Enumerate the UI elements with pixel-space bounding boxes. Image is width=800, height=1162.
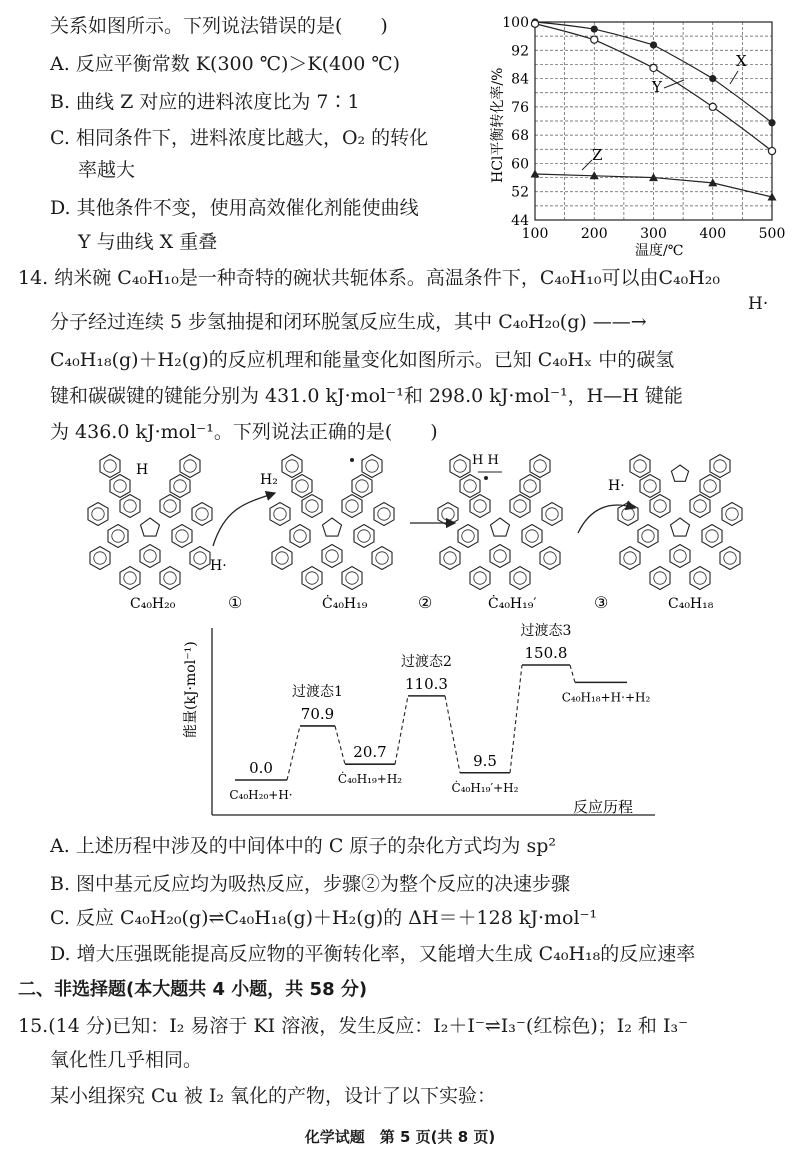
benzene-ring [292, 475, 312, 498]
step3-h-dot-label: H· [608, 478, 625, 494]
q13-option-c-1: C. 相同条件下，进料浓度比越大，O₂ 的转化 [50, 127, 429, 149]
x-tick-label: 400 [699, 226, 727, 242]
aromatic-circle [514, 500, 526, 512]
benzene-ring [522, 525, 542, 548]
aromatic-circle [176, 530, 188, 542]
aromatic-circle [294, 530, 306, 542]
energy-connector [445, 696, 460, 773]
point-y [650, 64, 657, 71]
aromatic-circle [92, 508, 104, 520]
central-pentagon [491, 518, 510, 536]
aromatic-circle [714, 460, 726, 472]
q15-line-2: 氧化性几乎相同。 [50, 1049, 203, 1071]
aromatic-circle [442, 508, 454, 520]
point-x [768, 119, 775, 126]
aromatic-circle [474, 500, 486, 512]
point-y [768, 147, 775, 154]
mol1-h-label: H [136, 462, 149, 478]
energy-connector [335, 726, 345, 764]
legend-x: X [736, 52, 747, 70]
q14-line-5: 为 436.0 kJ·mol⁻¹。下列说法正确的是( ) [50, 421, 438, 443]
species-label: C₄₀H₁₈+H·+H₂ [561, 690, 651, 705]
benzene-ring [322, 545, 342, 568]
energy-y-axis-label: 能量(kJ·mol⁻¹) [183, 641, 199, 738]
aromatic-circle [706, 530, 718, 542]
energy-value-label: 150.8 [524, 644, 568, 662]
section-2-heading: 二、非选择题(本大题共 4 小题，共 58 分) [18, 979, 368, 1000]
benzene-ring [700, 475, 720, 498]
q14-line-1: 14. 纳米碗 C₄₀H₁₀是一种奇特的碗状共轭体系。高温条件下，C₄₀H₁₀可以由C₄₀H₂₀ [18, 267, 721, 289]
q13-option-a: A. 反应平衡常数 K(300 ℃)＞K(400 ℃) [50, 53, 400, 75]
aromatic-circle [544, 552, 556, 564]
central-pentagon [323, 518, 342, 536]
point-y [531, 20, 538, 27]
benzene-ring [272, 547, 292, 570]
benzene-ring [650, 495, 670, 518]
legend-z: Z [592, 146, 603, 164]
x-tick-label: 100 [521, 226, 549, 242]
mol3-hh-label: H H [472, 453, 499, 468]
benzene-ring [460, 475, 480, 498]
benzene-ring [172, 525, 192, 548]
benzene-ring [374, 503, 394, 526]
aromatic-circle [112, 530, 124, 542]
aromatic-circle [634, 460, 646, 472]
benzene-ring [282, 455, 302, 478]
y-tick-label: 68 [511, 128, 529, 145]
x-tick-label: 500 [758, 226, 786, 242]
chart-x-axis-label: 温度/℃ [635, 243, 684, 259]
x-tick-label: 200 [580, 226, 608, 242]
energy-connector [287, 726, 300, 780]
species-label: C₄₀H₂₀+H· [229, 788, 293, 802]
benzene-ring [372, 547, 392, 570]
benzene-ring [620, 547, 640, 570]
benzene-ring [540, 547, 560, 570]
step1-h-dot-label: H· [210, 558, 227, 574]
aromatic-circle [184, 460, 196, 472]
label-step2: ② [418, 593, 433, 612]
aromatic-circle [464, 480, 476, 492]
aromatic-circle [306, 500, 318, 512]
aromatic-circle [104, 460, 116, 472]
aromatic-circle [326, 550, 338, 562]
q13-option-b: B. 曲线 Z 对应的进料浓度比为 7∶1 [50, 91, 360, 113]
benzene-ring [352, 475, 372, 498]
radical-dot [484, 476, 488, 480]
label-c40h19: Ċ₄₀H₁₉ [322, 596, 368, 612]
benzene-ring [302, 495, 322, 518]
new-pentagon [671, 465, 688, 481]
benzene-ring [542, 503, 562, 526]
aromatic-circle [114, 480, 126, 492]
benzene-ring [160, 495, 180, 518]
q15-line-1: 15.(14 分)已知：I₂ 易溶于 KI 溶液，发生反应：I₂＋I⁻⇌I₃⁻(红棕色)；I₂ 和 I₃⁻ [18, 1015, 689, 1037]
benzene-ring [160, 567, 180, 590]
label-c40h20: C₄₀H₂₀ [130, 596, 176, 612]
aromatic-circle [366, 460, 378, 472]
benzene-ring [440, 547, 460, 570]
benzene-ring [510, 567, 530, 590]
aromatic-circle [462, 530, 474, 542]
aromatic-circle [444, 552, 456, 564]
aromatic-circle [194, 552, 206, 564]
molecule-c40h19-radical [270, 455, 394, 590]
point-x [709, 75, 716, 82]
benzene-ring [100, 455, 120, 478]
benzene-ring [690, 495, 710, 518]
aromatic-circle [274, 508, 286, 520]
molecule-c40h18 [618, 455, 742, 590]
aromatic-circle [124, 572, 136, 584]
legend-y: Y [652, 78, 662, 96]
benzene-ring [270, 503, 290, 526]
aromatic-circle [346, 572, 358, 584]
aromatic-circle [296, 480, 308, 492]
benzene-ring [702, 525, 722, 548]
aromatic-circle [94, 552, 106, 564]
benzene-ring [640, 475, 660, 498]
benzene-ring [354, 525, 374, 548]
benzene-ring [470, 567, 490, 590]
benzene-ring [192, 503, 212, 526]
y-tick-label: 84 [511, 71, 529, 88]
aromatic-circle [642, 530, 654, 542]
benzene-ring [530, 455, 550, 478]
energy-connector [570, 665, 575, 682]
benzene-ring [690, 567, 710, 590]
aromatic-circle [494, 550, 506, 562]
hcl-conversion-chart [480, 8, 790, 260]
page-footer: 化学试题 第 5 页(共 8 页) [304, 1128, 496, 1146]
benzene-ring [458, 525, 478, 548]
step1-h2-label: H₂ [260, 472, 278, 488]
radical-dot [350, 458, 354, 462]
y-tick-label: 92 [511, 43, 529, 60]
q14-option-c: C. 反应 C₄₀H₂₀(g)⇌C₄₀H₁₈(g)＋H₂(g)的 ΔH＝＋128 kJ·mol⁻¹ [50, 907, 598, 929]
benzene-ring [190, 547, 210, 570]
label-step1: ① [228, 593, 243, 612]
benzene-ring [108, 525, 128, 548]
aromatic-circle [276, 552, 288, 564]
benzene-ring [120, 495, 140, 518]
q13-option-d-1: D. 其他条件不变，使用高效催化剂能使曲线 [50, 197, 419, 219]
aromatic-circle [196, 508, 208, 520]
species-label: Ċ₄₀H₁₉+H₂ [337, 772, 403, 787]
benzene-ring [710, 455, 730, 478]
benzene-ring [722, 503, 742, 526]
benzene-ring [510, 495, 530, 518]
benzene-ring [290, 525, 310, 548]
transition-state-label: 过渡态3 [520, 623, 572, 639]
energy-value-label: 9.5 [473, 751, 497, 770]
q15-line-3: 某小组探究 Cu 被 I₂ 氧化的产物，设计了以下实验： [50, 1085, 497, 1107]
q13-option-d-2: Y 与曲线 X 重叠 [78, 231, 218, 253]
aromatic-circle [704, 480, 716, 492]
leader-x [730, 71, 738, 84]
benzene-ring [120, 567, 140, 590]
energy-x-axis-label: 反应历程 [573, 798, 634, 816]
q14-option-a: A. 上述历程中涉及的中间体中的 C 原子的杂化方式均为 sp² [50, 835, 556, 857]
benzene-ring [520, 475, 540, 498]
benzene-ring [670, 545, 690, 568]
leader-z [582, 160, 592, 170]
molecule-c40h20 [88, 455, 212, 590]
aromatic-circle [346, 500, 358, 512]
benzene-ring [88, 503, 108, 526]
benzene-ring [90, 547, 110, 570]
q14-line-2: 分子经过连续 5 步氢抽提和闭环脱氢反应生成，其中 C₄₀H₂₀(g) ——→ [50, 311, 647, 333]
aromatic-circle [378, 508, 390, 520]
aromatic-circle [654, 572, 666, 584]
benzene-ring [140, 545, 160, 568]
species-label: Ċ₄₀H₁₉′+H₂ [451, 780, 519, 795]
aromatic-circle [358, 530, 370, 542]
benzene-ring [490, 545, 510, 568]
central-pentagon [671, 518, 690, 536]
q13-option-c-2: 率越大 [78, 159, 136, 181]
central-pentagon [141, 518, 160, 536]
point-y [709, 103, 716, 110]
point-x [591, 25, 598, 32]
aromatic-circle [726, 508, 738, 520]
aromatic-circle [356, 480, 368, 492]
step1-arrow [213, 493, 275, 546]
benzene-ring [180, 455, 200, 478]
y-tick-label: 52 [511, 184, 529, 201]
point-y [591, 36, 598, 43]
y-tick-label: 100 [502, 15, 529, 31]
q13-stem-tail: 关系如图所示。下列说法错误的是( ) [50, 15, 388, 37]
y-tick-label: 76 [511, 99, 529, 116]
benzene-ring [438, 503, 458, 526]
aromatic-circle [164, 500, 176, 512]
energy-value-label: 20.7 [353, 743, 387, 762]
transition-state-label: 过渡态1 [292, 683, 343, 700]
label-c40h18: C₄₀H₁₈ [668, 596, 714, 612]
chart-y-axis-label: HCl平衡转化率/% [490, 67, 506, 183]
q14-line-3: C₄₀H₁₈(g)＋H₂(g)的反应机理和能量变化如图所示。已知 C₄₀Hₓ 中的碳氢 [50, 349, 675, 371]
aromatic-circle [624, 552, 636, 564]
q14-option-d: D. 增大压强既能提高反应物的平衡转化率，又能增大生成 C₄₀H₁₈的反应速率 [50, 943, 696, 965]
benzene-ring [302, 567, 322, 590]
aromatic-circle [534, 460, 546, 472]
benzene-ring [720, 547, 740, 570]
energy-connector [395, 696, 408, 764]
benzene-ring [650, 567, 670, 590]
label-c40h19-prime: Ċ₄₀H₁₉′ [488, 596, 537, 612]
q14-line-4: 键和碳碳键的键能分别为 431.0 kJ·mol⁻¹和 298.0 kJ·mol⁻¹，H—H 键能 [50, 385, 683, 407]
aromatic-circle [514, 572, 526, 584]
benzene-ring [450, 455, 470, 478]
aromatic-circle [694, 572, 706, 584]
benzene-ring [170, 475, 190, 498]
aromatic-circle [644, 480, 656, 492]
aromatic-circle [454, 460, 466, 472]
aromatic-circle [622, 508, 634, 520]
aromatic-circle [286, 460, 298, 472]
aromatic-circle [174, 480, 186, 492]
energy-profile-diagram [175, 620, 665, 825]
benzene-ring [638, 525, 658, 548]
molecule-c40h19-prime [438, 455, 562, 590]
aromatic-circle [124, 500, 136, 512]
step3-arrow [578, 505, 635, 533]
aromatic-circle [524, 480, 536, 492]
aromatic-circle [526, 530, 538, 542]
transition-state-label: 过渡态2 [401, 653, 452, 670]
aromatic-circle [546, 508, 558, 520]
benzene-ring [362, 455, 382, 478]
y-tick-label: 44 [511, 213, 529, 229]
aromatic-circle [674, 550, 686, 562]
aromatic-circle [694, 500, 706, 512]
aromatic-circle [144, 550, 156, 562]
aromatic-circle [474, 572, 486, 584]
aromatic-circle [654, 500, 666, 512]
q14-arrow-label: H· [748, 294, 769, 314]
benzene-ring [630, 455, 650, 478]
energy-connector [510, 665, 522, 773]
energy-levels [229, 622, 650, 802]
energy-value-label: 70.9 [300, 704, 335, 723]
benzene-ring [342, 567, 362, 590]
energy-value-label: 110.3 [405, 674, 448, 693]
q14-option-b: B. 图中基元反应均为吸热反应，步骤②为整个反应的决速步骤 [50, 873, 571, 895]
aromatic-circle [724, 552, 736, 564]
benzene-ring [342, 495, 362, 518]
aromatic-circle [306, 572, 318, 584]
point-x [650, 41, 657, 48]
benzene-ring [110, 475, 130, 498]
aromatic-circle [164, 572, 176, 584]
mechanism-diagram [0, 448, 800, 618]
benzene-ring [470, 495, 490, 518]
y-tick-label: 60 [511, 156, 529, 173]
label-step3: ③ [594, 593, 609, 612]
x-tick-label: 300 [640, 226, 667, 242]
aromatic-circle [376, 552, 388, 564]
energy-value-label: 0.0 [249, 759, 273, 777]
